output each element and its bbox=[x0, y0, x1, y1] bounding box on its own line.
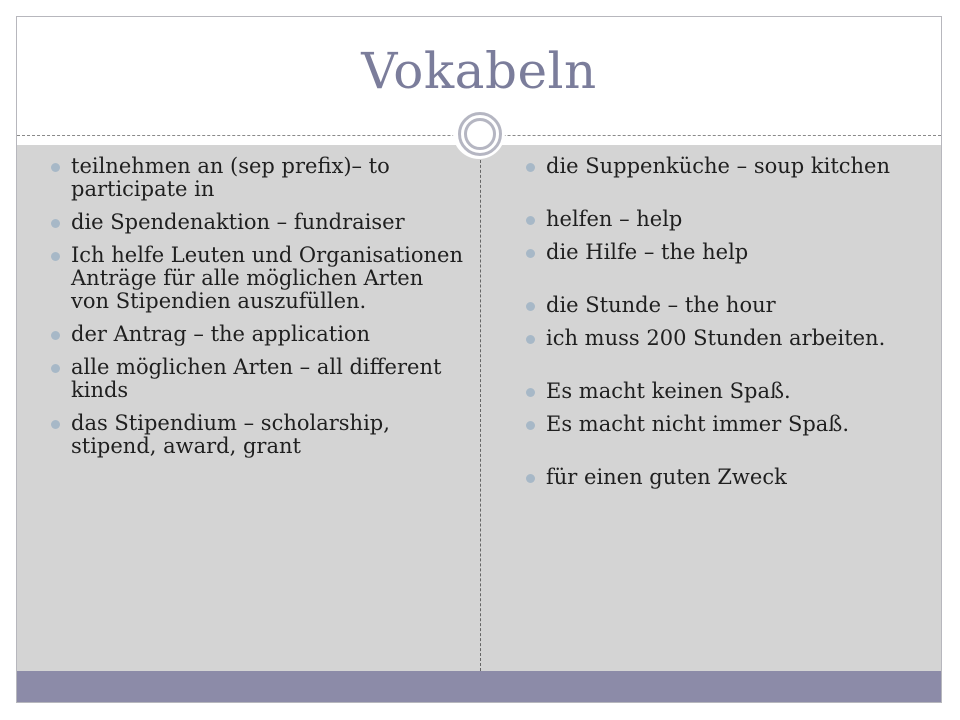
left-vocabulary-item: teilnehmen an (sep prefix)– to participate in bbox=[51, 155, 467, 201]
right-vocabulary-list bbox=[526, 155, 916, 499]
column-divider bbox=[480, 145, 481, 671]
circle-ornament-icon bbox=[455, 109, 503, 157]
right-vocabulary-item: Es macht keinen Spaß. bbox=[526, 380, 916, 403]
left-vocabulary-list bbox=[51, 155, 467, 468]
left-vocabulary-item: die Spendenaktion – fundraiser bbox=[51, 211, 467, 234]
right-vocabulary-item: ich muss 200 Stunden arbeiten. bbox=[526, 327, 916, 350]
right-vocabulary-item: die Suppenküche – soup kitchen bbox=[526, 155, 916, 178]
left-vocabulary-item: alle möglichen Arten – all different kinds bbox=[51, 356, 467, 402]
left-vocabulary-item: Ich helfe Leuten und Organisationen Anträge für alle möglichen Arten von Stipendien auszufüllen. bbox=[51, 244, 467, 313]
right-vocabulary-item: die Hilfe – the help bbox=[526, 241, 916, 264]
right-vocabulary-item: die Stunde – the hour bbox=[526, 294, 916, 317]
right-vocabulary-item: für einen guten Zweck bbox=[526, 466, 916, 489]
right-vocabulary-item: helfen – help bbox=[526, 208, 916, 231]
right-vocabulary-item: Es macht nicht immer Spaß. bbox=[526, 413, 916, 436]
footer-bar bbox=[17, 671, 941, 703]
left-vocabulary-item: das Stipendium – scholarship, stipend, award, grant bbox=[51, 412, 467, 458]
slide bbox=[16, 16, 942, 703]
left-vocabulary-item: der Antrag – the application bbox=[51, 323, 467, 346]
slide-title: Vokabeln bbox=[361, 42, 597, 100]
